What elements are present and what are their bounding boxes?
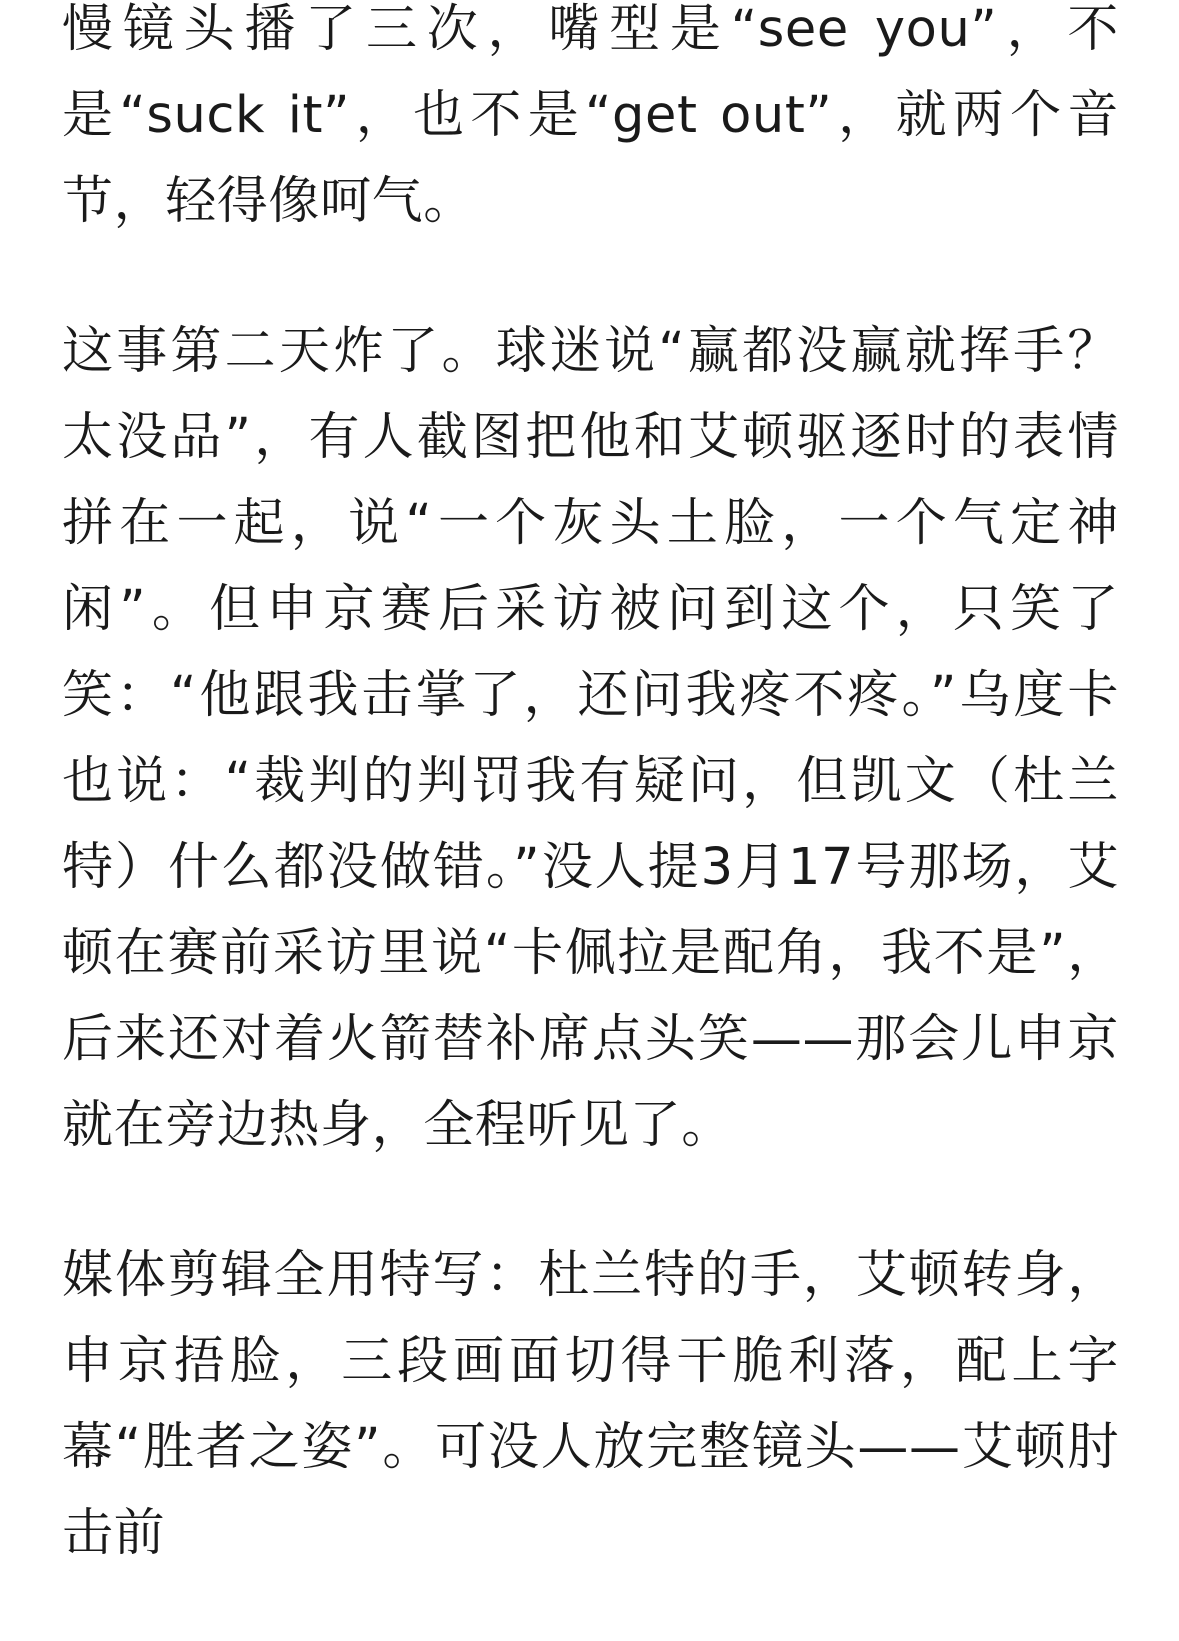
article-paragraph: 这事第二天炸了。球迷说“赢都没赢就挥手？太没品”，有人截图把他和艾顿驱逐时的表情拼在一起，说“一个灰头土脸，一个气定神闲”。但申京赛后采访被问到这个，只笑了笑：“他跟我击掌了，还问我疼不疼。”乌度卡也说：“裁判的判罚我有疑问，但凯文（杜兰特）什么都没做错。”没人提3月17号那场，艾顿在赛前采访里说“卡佩拉是配角，我不是”，后来还对着火箭替补席点头笑——那会儿申京就在旁边热身，全程听见了。	[62, 322, 1119, 1155]
article-body	[62, 0, 1119, 1641]
article-paragraph: 慢镜头播了三次，嘴型是“see you”，不是“suck it”，也不是“get out”，就两个音节，轻得像呵气。	[62, 0, 1119, 231]
article-paragraph: 媒体剪辑全用特写：杜兰特的手，艾顿转身，申京捂脸，三段画面切得干脆利落，配上字幕“胜者之姿”。可没人放完整镜头——艾顿肘击前	[62, 1246, 1119, 1563]
